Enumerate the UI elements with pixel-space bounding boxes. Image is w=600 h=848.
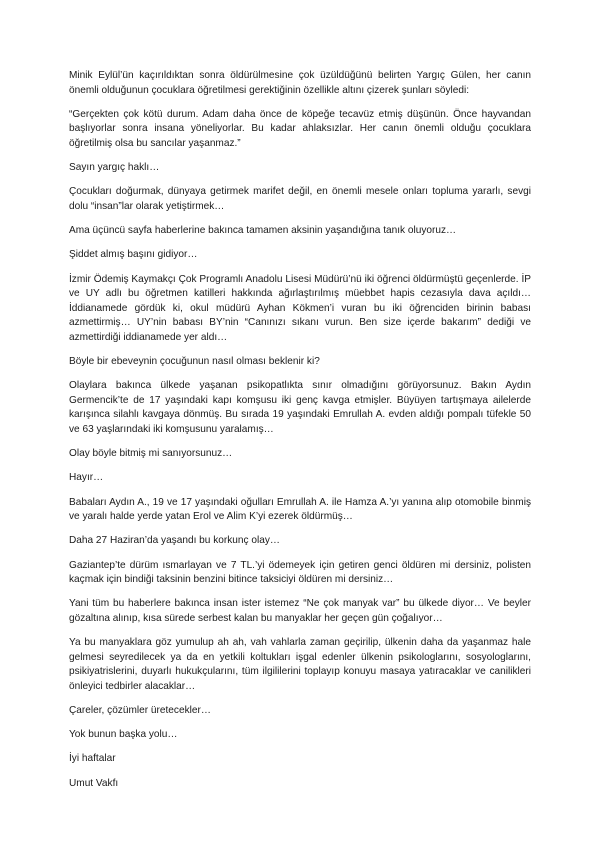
paragraph: Gaziantep’te dürüm ısmarlayan ve 7 TL.’yi ödemeyek için getiren genci öldüren mi dersiniz, polisten kaçmak için bindiği taksinin benzini bitince taksiciyi öldüren mi dersiniz… [69, 559, 531, 586]
paragraph: Sayın yargıç haklı… [69, 162, 160, 174]
paragraph: Olay böyle bitmiş mi sanıyorsunuz… [69, 448, 233, 460]
paragraph: Böyle bir ebeveynin çocuğunun nasıl olması beklenir ki? [69, 356, 320, 368]
paragraph: Ama üçüncü sayfa haberlerine bakınca tamamen aksinin yaşandığına tanık oluyoruz… [69, 225, 457, 237]
paragraph: Hayır… [69, 472, 104, 484]
paragraph-intro: Minik Eylül’ün kaçırıldıktan sonra öldürülmesine çok üzüldüğünü belirten Yargıç Gülen, her canın önemli olduğunun çocuklara öğretilmesi gerektiğinin özellikle altını çizerek şunları söyledi: [69, 70, 531, 96]
signature: Umut Vakfı [69, 777, 119, 789]
paragraph: Çocukları doğurmak, dünyaya getirmek marifet değil, en önemli mesele onları topluma yararlı, sevgi dolu “insan”lar olarak yetiştirmek… [69, 186, 531, 212]
paragraph: İzmir Ödemiş Kaymakçı Çok Programlı Anadolu Lisesi Müdürü’nü iki öğrenci öldürmüştü geçenlerde. İP ve UY adlı bu öğretmen katilleri hakkında ağırlaştırılmış müebbet hapis cezasıyla dava açıldı… İddianamede gördük ki, okul müdürü Ayhan Kökmen’i vuran bu iki öğrenciden birinin babası azmettirmiş… UY’nin babası BY’nin “Canınızı sıkanı vurun. Ben size içerde bakarım” dediği ve azmettirdiği iddianamede yer aldı… [69, 273, 531, 343]
paragraph: Olaylara bakınca ülkede yaşanan psikopatlıkta sınır olmadığını görüyorsunuz. Bakın Aydın Germencik’te de 17 yaşındaki kapı komşusu iki genç kavga etmişler. Büyüyen tartışmaya ailelerde karışınca silahlı kavgaya dönmüş. Bu sırada 19 yaşındaki Emrullah A. evden aldığı pompalı tüfekle 50 ve 63 yaşlarındaki iki komşusunu yaralamış… [69, 380, 531, 436]
paragraph-quote: “Gerçekten çok kötü durum. Adam daha önce de köpeğe tecavüz etmiş düşünün. Önce hayvandan başlıyorlar sonra insana yöneliyorlar. Bu kadar ahlaksızlar. Her canın önemli olduğu çocuklara öğretilmiş olsa bu sancılar yaşanmaz.” [69, 108, 531, 149]
paragraph: Şiddet almış başını gidiyor… [69, 249, 198, 261]
paragraph: Daha 27 Haziran’da yaşandı bu korkunç olay… [69, 535, 280, 547]
paragraph: Yani tüm bu haberlere bakınca insan ister istemez “Ne çok manyak var” bu ülkede diyor… Ve beyler gözaltına alınıp, kısa sürede serbest kalan bu manyaklar her geçen gün çoğalıyor… [69, 598, 531, 624]
paragraph: Babaları Aydın A., 19 ve 17 yaşındaki oğulları Emrullah A. ile Hamza A.’yı yanına alıp otomobile binmiş ve yaralı halde yerde yatan Erol ve Alim K’yi ezerek öldürmüş… [69, 496, 531, 523]
document-body [69, 69, 531, 801]
paragraph: Yok bunun başka yolu… [69, 729, 178, 741]
paragraph: Ya bu manyaklara göz yumulup ah ah, vah vahlarla zaman geçirilip, ülkenin daha da yaşanmaz hale gelmesi seyredilecek ya da en yetkili koltukları işgal edenler ülkenin psikologlarını, sosyologlarını, psikiyatrislerini, duyarlı hukukçularını, tüm ilgililerini toplayıp konuyu masaya yatıracaklar ve canilikleri önleyici tedbirler alacaklar… [69, 637, 531, 692]
closing-greeting: İyi haftalar [69, 753, 116, 765]
paragraph: Çareler, çözümler üretecekler… [69, 705, 211, 717]
